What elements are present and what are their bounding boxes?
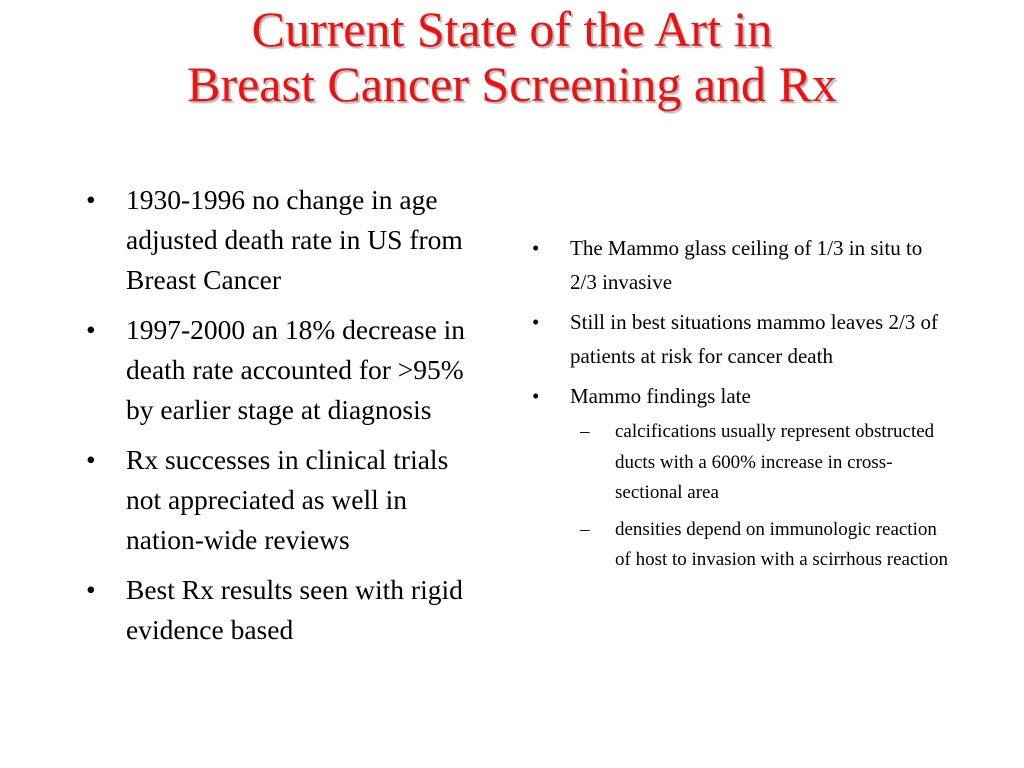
- right-bullet-item: [532, 231, 952, 299]
- right-bullet-text: The Mammo glass ceiling of 1/3 in situ to 2/3 invasive: [570, 236, 923, 294]
- slide-title-line-2: Breast Cancer Screening and Rx: [187, 56, 837, 112]
- dash-icon: –: [580, 421, 590, 442]
- bullet-icon: •: [86, 444, 96, 475]
- left-bullet-text: 1997-2000 an 18% decrease in death rate accounted for >95% by earlier stage at diagnosis: [126, 314, 466, 425]
- bullet-icon: •: [532, 384, 540, 408]
- bullet-icon: •: [86, 184, 96, 215]
- bullet-icon: •: [86, 314, 96, 345]
- right-bullet-text: Still in best situations mammo leaves 2/3 of patients at risk for cancer death: [570, 310, 939, 368]
- left-bullet-list: [86, 180, 486, 660]
- sub-bullet-item: [570, 417, 952, 509]
- bullet-icon: •: [532, 310, 540, 334]
- sub-bullet-list: [570, 417, 952, 576]
- slide-title-line-1: Current State of the Art in: [251, 1, 773, 57]
- slide-title: [0, 2, 1024, 112]
- left-bullet-item: [86, 310, 486, 430]
- sub-bullet-text: densities depend on immunologic reaction of host to invasion with a scirrhous reaction: [615, 518, 948, 570]
- right-bullet-item: [532, 305, 952, 373]
- bullet-icon: •: [86, 574, 96, 605]
- right-bullet-item: [532, 379, 952, 576]
- left-bullet-item: [86, 570, 486, 650]
- right-bullet-list: [532, 231, 952, 582]
- left-bullet-text: 1930-1996 no change in age adjusted death rate in US from Breast Cancer: [126, 184, 463, 295]
- right-bullet-text: Mammo findings late: [570, 384, 751, 408]
- sub-bullet-text: calcifications usually represent obstructed ducts with a 600% increase in cross-sectional area: [615, 421, 935, 503]
- left-bullet-item: [86, 440, 486, 560]
- left-bullet-text: Best Rx results seen with rigid evidence based: [126, 574, 463, 645]
- sub-bullet-item: [570, 515, 952, 576]
- bullet-icon: •: [532, 236, 540, 260]
- left-bullet-item: [86, 180, 486, 300]
- left-bullet-text: Rx successes in clinical trials not appreciated as well in nation-wide reviews: [126, 444, 449, 555]
- dash-icon: –: [580, 518, 590, 540]
